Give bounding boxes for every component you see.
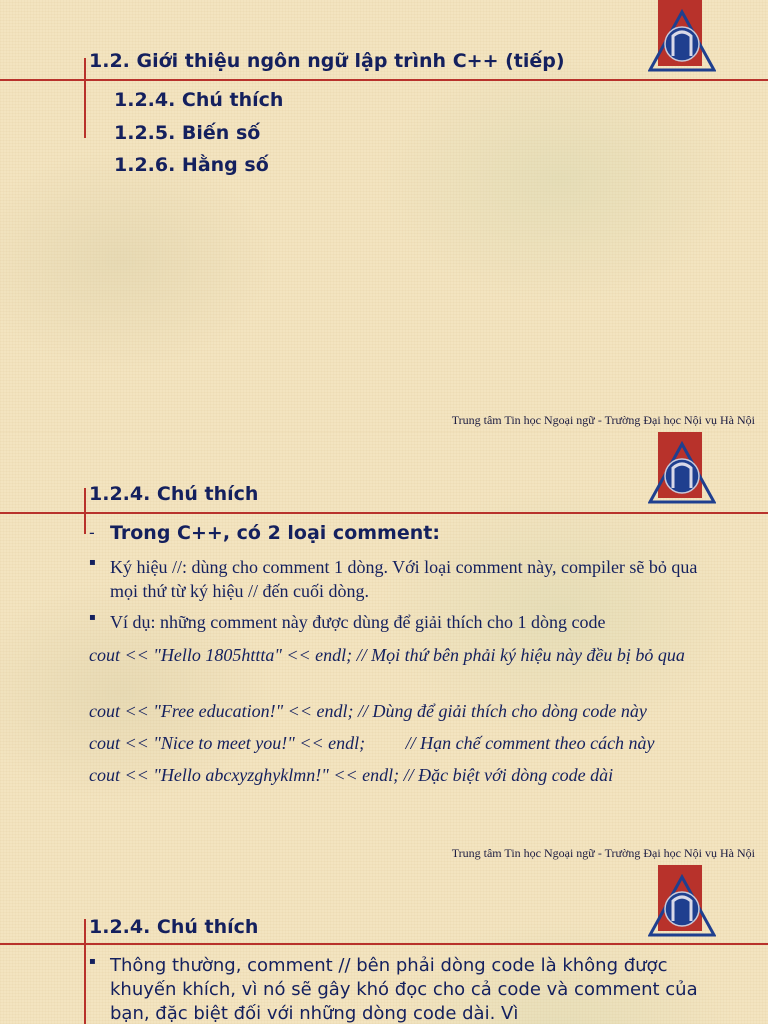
bullet-item: [89, 555, 729, 603]
title-accent-line: [84, 58, 86, 138]
outline-item-variables: 1.2.5. Biến số: [114, 121, 261, 144]
code-example: cout << "Hello 1805httta" << endl; // Mọi thứ bên phải ký hiệu này đều bị bỏ qua: [89, 645, 685, 665]
code-example: cout << "Nice to meet you!" << endl; // Hạn chế comment theo cách này: [89, 733, 655, 753]
slide-title: 1.2.4. Chú thích: [89, 483, 259, 505]
square-bullet-icon: ▪: [89, 956, 96, 967]
university-emblem-icon: [648, 0, 716, 72]
title-accent-line: [84, 488, 86, 534]
bullet-item: [89, 954, 709, 1024]
outline-list: [114, 84, 283, 182]
slide-1: [0, 0, 768, 432]
slide-3: [0, 865, 768, 1024]
bullet-text: Ví dụ: những comment này được dùng để giải thích cho 1 dòng code: [110, 612, 606, 632]
code-example: cout << "Hello abcxyzghyklmn!" << endl; // Đặc biệt với dòng code dài: [89, 765, 614, 785]
slide-footer: Trung tâm Tin học Ngoại ngữ - Trường Đại học Nội vụ Hà Nội: [451, 413, 755, 427]
subheading-text: Trong C++, có 2 loại comment:: [110, 522, 440, 544]
square-bullet-icon: ▪: [89, 557, 96, 568]
university-emblem-icon: [648, 865, 716, 937]
code-example: cout << "Free education!" << endl; // Dùng để giải thích cho dòng code này: [89, 701, 647, 721]
slide-2: [0, 432, 768, 865]
subheading: [89, 521, 729, 545]
dash-marker: -: [89, 523, 95, 542]
outline-item-constants: 1.2.6. Hằng số: [114, 154, 269, 176]
title-underline: [0, 512, 768, 514]
outline-item-comments: 1.2.4. Chú thích: [114, 89, 284, 111]
title-accent-line: [84, 919, 86, 1024]
slide-title: 1.2.4. Chú thích: [89, 916, 259, 938]
title-underline: [0, 79, 768, 81]
square-bullet-icon: ▪: [89, 612, 96, 623]
university-emblem-icon: [648, 432, 716, 504]
title-underline: [0, 943, 768, 945]
slide-footer: Trung tâm Tin học Ngoại ngữ - Trường Đại học Nội vụ Hà Nội: [451, 846, 755, 860]
bullet-text: Thông thường, comment // bên phải dòng code là không được khuyến khích, vì nó sẽ gây khó đọc cho cả code và comment của bạn, đặc biệt đối với những dòng code dài. Vì: [110, 955, 698, 1024]
bullet-text: Ký hiệu //: dùng cho comment 1 dòng. Với loại comment này, compiler sẽ bỏ qua mọi thứ từ ký hiệu // đến cuối dòng.: [110, 557, 698, 601]
slide-title: 1.2. Giới thiệu ngôn ngữ lập trình C++ (tiếp): [89, 50, 565, 72]
bullet-item: [89, 610, 729, 634]
